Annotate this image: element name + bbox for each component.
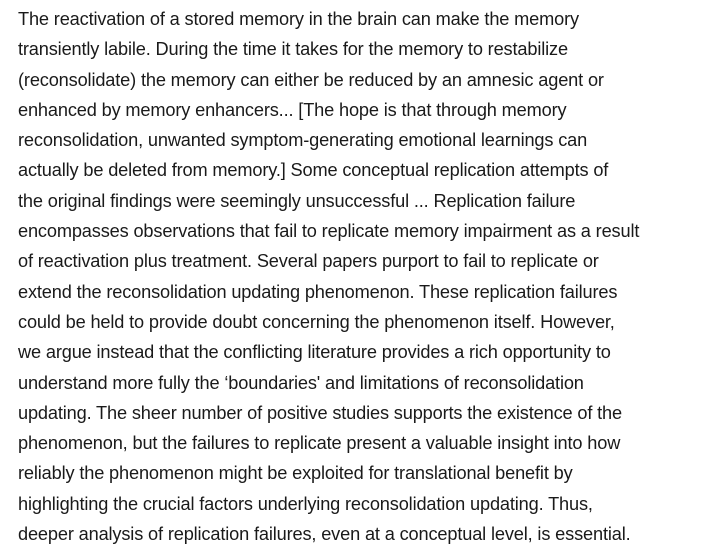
passage-line: could be held to provide doubt concerning the phenomenon itself. However, bbox=[18, 311, 615, 332]
passage-line: highlighting the crucial factors underlying reconsolidation updating. Thus, bbox=[18, 493, 593, 514]
passage-line: The reactivation of a stored memory in the brain can make the memory bbox=[18, 9, 579, 29]
quoted-passage bbox=[18, 4, 723, 549]
passage-line: reconsolidation, unwanted symptom-generating emotional learnings can bbox=[18, 130, 588, 151]
passage-line: encompasses observations that fail to replicate memory impairment as a result bbox=[18, 221, 640, 242]
passage-line: enhanced by memory enhancers... [The hope is that through memory bbox=[18, 99, 567, 120]
passage-line: (reconsolidate) the memory can either be reduced by an amnesic agent or bbox=[18, 69, 604, 90]
passage-line: updating. The sheer number of positive studies supports the existence of the bbox=[18, 402, 622, 423]
passage-line: reliably the phenomenon might be exploited for translational benefit by bbox=[18, 463, 573, 484]
passage-line: of reactivation plus treatment. Several papers purport to fail to replicate or bbox=[18, 251, 599, 272]
passage-line: deeper analysis of replication failures, even at a conceptual level, is essential. bbox=[18, 524, 631, 545]
passage-line: we argue instead that the conflicting literature provides a rich opportunity to bbox=[18, 342, 611, 363]
passage-line: extend the reconsolidation updating phenomenon. These replication failures bbox=[18, 281, 618, 302]
passage-line: the original findings were seemingly unsuccessful ... Replication failure bbox=[18, 190, 576, 211]
passage-line: actually be deleted from memory.] Some conceptual replication attempts of bbox=[18, 160, 609, 181]
passage-line: understand more fully the ‘boundaries' and limitations of reconsolidation bbox=[18, 372, 584, 393]
passage-line: transiently labile. During the time it takes for the memory to restabilize bbox=[18, 39, 568, 60]
passage-line: phenomenon, but the failures to replicate present a valuable insight into how bbox=[18, 433, 621, 454]
